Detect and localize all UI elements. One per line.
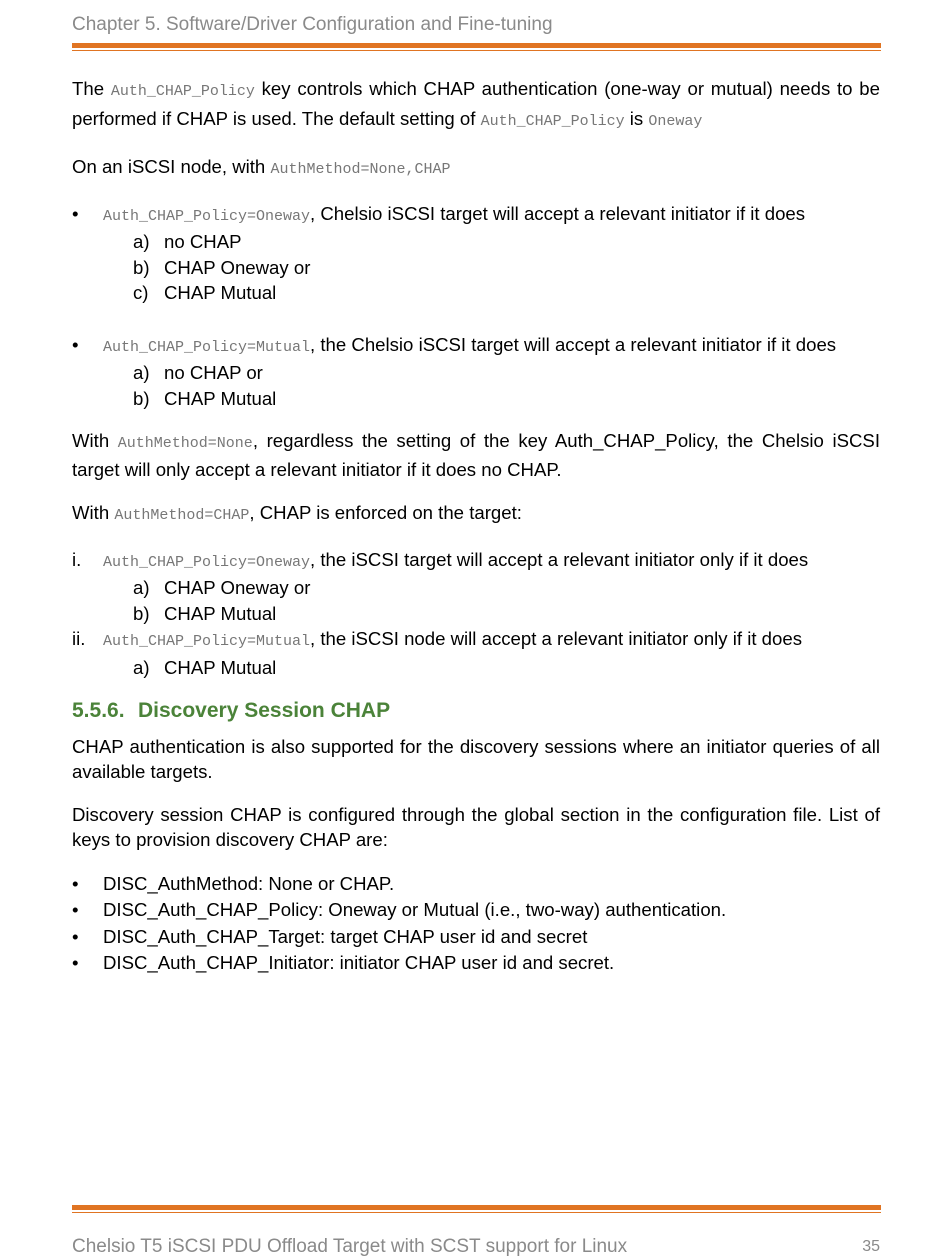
paragraph-discovery-config: Discovery session CHAP is configured through the global section in the configuration file. List of keys to provision discovery CHAP are: xyxy=(72,803,880,850)
list-item xyxy=(72,547,880,576)
bullet-marker: • xyxy=(72,899,79,920)
list-item xyxy=(72,201,880,230)
roman-marker: ii. xyxy=(72,628,86,649)
sub-marker: b) xyxy=(133,387,150,409)
page-body xyxy=(72,76,880,977)
sub-list-item xyxy=(133,255,880,281)
sub-text: CHAP Oneway or xyxy=(164,256,311,278)
list-item-text: DISC_Auth_CHAP_Policy: Oneway or Mutual (i.e., two-way) authentication. xyxy=(103,899,727,920)
sub-list xyxy=(72,360,880,411)
text: The xyxy=(72,78,111,99)
bullet-marker: • xyxy=(72,925,79,947)
roman-marker: i. xyxy=(72,548,82,570)
text: With xyxy=(72,430,118,451)
sub-marker: a) xyxy=(133,362,150,383)
text: is xyxy=(624,107,649,129)
sub-list xyxy=(72,575,880,626)
text: , regardless the setting of the key Auth_CHAP_Policy, the Chelsio iSCSI target will only accept a relevant initiator if it does no CHAP. xyxy=(72,430,880,480)
list-item-text: DISC_AuthMethod: None or CHAP. xyxy=(103,872,395,894)
list-item-text: , the iSCSI node will accept a relevant initiator only if it does xyxy=(310,628,803,649)
code-value: Auth_CHAP_Policy=Mutual xyxy=(103,633,311,650)
list-item-text: , the Chelsio iSCSI target will accept a relevant initiator if it does xyxy=(310,333,837,355)
sub-list-item xyxy=(133,655,880,681)
sub-list-item xyxy=(133,360,880,386)
section-number: 5.5.6. xyxy=(72,699,125,722)
code-key: Auth_CHAP_Policy xyxy=(480,112,625,130)
paragraph-authmethod-none xyxy=(72,428,880,482)
sub-marker: a) xyxy=(133,577,150,598)
sub-list-item xyxy=(133,229,880,255)
list-item xyxy=(72,924,880,951)
paragraph-auth-chap-policy xyxy=(72,76,880,135)
list-item xyxy=(72,897,880,924)
code-value: AuthMethod=None xyxy=(117,435,253,452)
list-item-text: , Chelsio iSCSI target will accept a relevant initiator if it does xyxy=(310,202,806,224)
sub-marker: a) xyxy=(133,656,150,678)
text: , CHAP is enforced on the target: xyxy=(249,502,522,523)
bullet-marker: • xyxy=(72,872,79,894)
code-value: AuthMethod=None,CHAP xyxy=(270,161,451,178)
list-item-text: DISC_Auth_CHAP_Target: target CHAP user id and secret xyxy=(103,925,588,947)
code-value: Auth_CHAP_Policy=Oneway xyxy=(103,207,311,225)
header-rule xyxy=(72,43,881,51)
code-value: AuthMethod=CHAP xyxy=(114,507,250,524)
sub-text: CHAP Mutual xyxy=(164,656,277,678)
sub-text: CHAP Mutual xyxy=(164,602,277,624)
list-item xyxy=(72,871,880,898)
bullet-marker: • xyxy=(72,202,79,224)
sub-marker: b) xyxy=(133,602,150,624)
running-header: Chapter 5. Software/Driver Configuration and Fine-tuning xyxy=(72,14,553,35)
code-key: Auth_CHAP_Policy xyxy=(110,83,255,100)
sub-marker: c) xyxy=(133,282,149,303)
text: With xyxy=(72,502,115,523)
sub-text: CHAP Mutual xyxy=(164,282,277,303)
bullet-marker: • xyxy=(72,333,79,355)
text: key controls which CHAP authentication (one-way or mutual) needs to be performed if CHAP is used. The default setting of xyxy=(72,78,880,129)
running-footer: Chelsio T5 iSCSI PDU Offload Target with SCST support for Linux xyxy=(72,1236,628,1257)
list-item xyxy=(72,332,880,361)
sub-list-item xyxy=(133,386,880,412)
sub-list xyxy=(72,229,880,306)
sub-text: CHAP Mutual xyxy=(164,387,277,409)
sub-list-item xyxy=(133,280,880,306)
policy-bullet-list xyxy=(72,201,880,412)
sub-text: no CHAP xyxy=(164,231,242,252)
sub-marker: b) xyxy=(133,256,150,278)
code-value: Oneway xyxy=(648,112,703,130)
paragraph-discovery-intro: CHAP authentication is also supported for the discovery sessions where an initiator queries of all available targets. xyxy=(72,735,880,782)
paragraph-authmethod-chap xyxy=(72,500,880,529)
roman-list xyxy=(72,547,880,681)
sub-marker: a) xyxy=(133,231,150,252)
list-item-text: DISC_Auth_CHAP_Initiator: initiator CHAP user id and secret. xyxy=(103,952,615,973)
sub-list-item xyxy=(133,601,880,627)
list-item-text: , the iSCSI target will accept a relevant initiator only if it does xyxy=(310,548,809,570)
discovery-key-list xyxy=(72,871,880,977)
sub-list xyxy=(72,655,880,681)
sub-text: CHAP Oneway or xyxy=(164,577,311,598)
paragraph-iscsi-node xyxy=(72,154,880,183)
list-item xyxy=(72,626,880,655)
sub-list-item xyxy=(133,575,880,601)
section-heading xyxy=(72,698,880,724)
page-number: 35 xyxy=(862,1238,880,1255)
section-title: Discovery Session CHAP xyxy=(138,699,391,722)
code-value: Auth_CHAP_Policy=Oneway xyxy=(103,553,311,571)
code-value: Auth_CHAP_Policy=Mutual xyxy=(103,338,311,356)
bullet-marker: • xyxy=(72,952,79,973)
list-item xyxy=(72,950,880,977)
footer-rule xyxy=(72,1205,881,1213)
sub-text: no CHAP or xyxy=(164,362,263,383)
text: On an iSCSI node, with xyxy=(72,156,271,177)
